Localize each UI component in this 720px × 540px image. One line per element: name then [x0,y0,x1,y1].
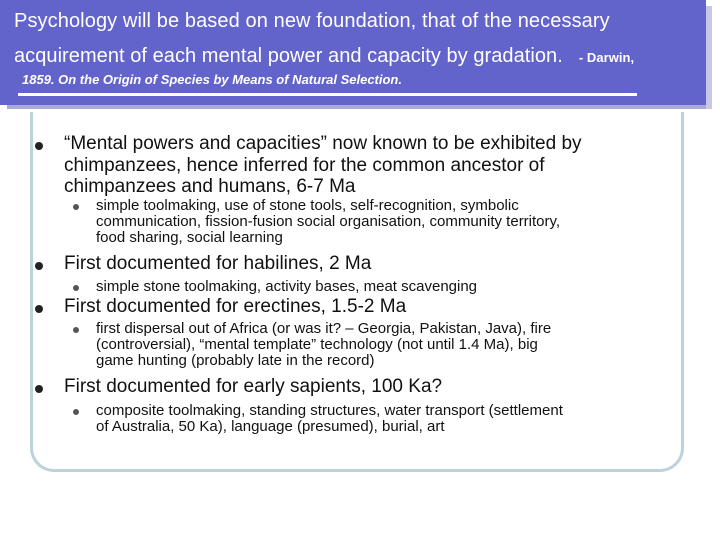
banner-shadow-right [706,6,712,109]
sub-bullet-icon [73,327,79,333]
quote-attribution: - Darwin, [578,50,635,65]
bullet-icon [35,262,43,270]
sub-bullet-icon [73,285,79,291]
quote-line-2 [14,45,634,68]
quote-citation: 1859. On the Origin of Species by Means of Natural Selection. [22,72,402,87]
item-1-line-2: chimpanzees, hence inferred for the common ancestor of [64,155,545,176]
item-4-line-1: First documented for early sapients, 100 Ka? [64,376,443,397]
item-2-sub-line-1: simple stone toolmaking, activity bases, meat scavenging [96,278,478,295]
item-3-sub-line-2: (controversial), “mental template” technology (not until 1.4 Ma), big [96,336,538,353]
bullet-icon [35,142,43,150]
bullet-icon [35,305,43,313]
item-3-line-1: First documented for erectines, 1.5-2 Ma [64,296,407,317]
sub-bullet-icon [73,409,79,415]
item-4-sub-line-1: composite toolmaking, standing structures, water transport (settlement [96,402,563,419]
item-4-sub-line-2: of Australia, 50 Ka), language (presumed), burial, art [96,418,445,435]
item-1-sub-line-1: simple toolmaking, use of stone tools, self-recognition, symbolic [96,197,519,214]
bullet-icon [35,385,43,393]
banner-shadow [7,105,706,109]
item-1-line-1: “Mental powers and capacities” now known to be exhibited by [64,133,582,154]
banner-rule [18,93,637,96]
item-1-sub-line-2: communication, fission-fusion social organisation, community territory, [96,213,561,230]
sub-bullet-icon [73,204,79,210]
quote-line-1: Psychology will be based on new foundation, that of the necessary [14,10,610,32]
item-3-sub-line-1: first dispersal out of Africa (or was it? – Georgia, Pakistan, Java), fire [96,320,552,337]
item-2-line-1: First documented for habilines, 2 Ma [64,253,372,274]
item-1-sub-line-3: food sharing, social learning [96,229,283,246]
item-3-sub-line-3: game hunting (probably late in the record) [96,352,375,369]
quote-line-2-text: acquirement of each mental power and capacity by gradation. [14,45,563,67]
item-1-line-3: chimpanzees and humans, 6-7 Ma [64,176,356,197]
